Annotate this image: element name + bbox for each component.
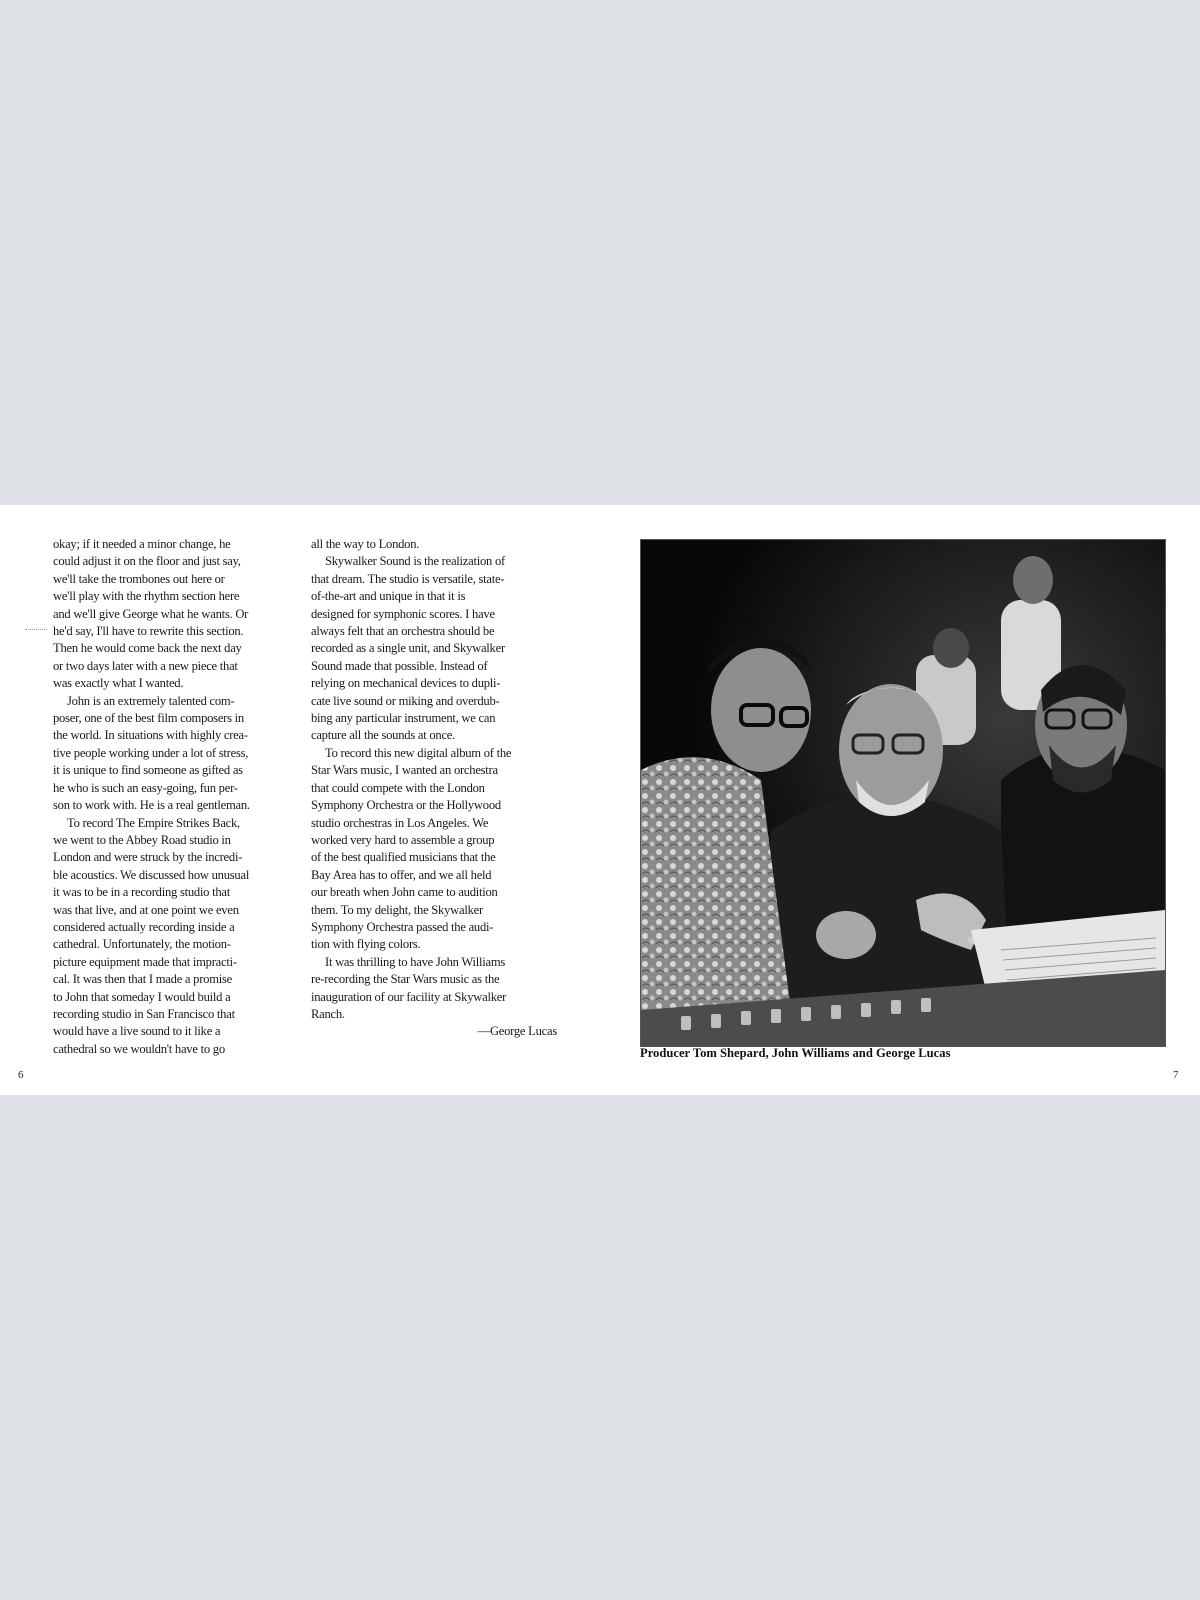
text-line: studio orchestras in Los Angeles. We: [311, 815, 489, 830]
left-page: [0, 505, 600, 1095]
text-line: designed for symphonic scores. I have: [311, 606, 495, 621]
text-line: cathedral. Unfortunately, the motion-: [53, 937, 231, 952]
text-line: recorded as a single unit, and Skywalker: [311, 641, 505, 656]
text-line: Sound made that possible. Instead of: [311, 658, 488, 673]
text-line: cate live sound or miking and overdub-: [311, 693, 500, 708]
text-line: inauguration of our facility at Skywalker: [311, 989, 507, 1004]
text-line: was exactly what I wanted.: [53, 676, 184, 691]
right-page: [600, 505, 1200, 1095]
text-line: Ranch.: [311, 1006, 345, 1021]
text-line: was that live, and at one point we even: [53, 902, 239, 917]
text-column-1: [53, 536, 299, 1058]
text-line: Bay Area has to offer, and we all held: [311, 867, 492, 882]
text-line: It was thrilling to have John Williams: [325, 954, 506, 969]
text-line: he who is such an easy-going, fun per-: [53, 780, 238, 795]
studio-photo: [640, 539, 1166, 1047]
text-line: relying on mechanical devices to dupli-: [311, 676, 501, 691]
text-column-2: [311, 536, 559, 1041]
text-line: bing any particular instrument, we can: [311, 711, 496, 726]
text-line: that dream. The studio is versatile, state-: [311, 571, 505, 586]
text-line: we'll play with the rhythm section here: [53, 589, 240, 604]
text-line: to John that someday I would build a: [53, 989, 231, 1004]
text-line: tion with flying colors.: [311, 937, 421, 952]
text-line: worked very hard to assemble a group: [311, 832, 495, 847]
text-line: ble acoustics. We discussed how unusual: [53, 867, 250, 882]
text-line: and we'll give George what he wants. Or: [53, 606, 249, 621]
text-line: John is an extremely talented com-: [67, 693, 235, 708]
page-number-right: 7: [1173, 1069, 1179, 1081]
text-line: Symphony Orchestra or the Hollywood: [311, 798, 501, 813]
text-line: poser, one of the best film composers in: [53, 711, 244, 726]
text-line: of the best qualified musicians that the: [311, 850, 496, 865]
text-line: it was to be in a recording studio that: [53, 885, 231, 900]
page-number-left: 6: [18, 1069, 24, 1081]
text-line: them. To my delight, the Skywalker: [311, 902, 483, 917]
photo-illustration: [641, 540, 1165, 1046]
text-line: could adjust it on the floor and just say,: [53, 554, 241, 569]
text-line: Then he would come back the next day: [53, 641, 242, 656]
text-line: re-recording the Star Wars music as the: [311, 972, 500, 987]
text-line: tive people working under a lot of stress,: [53, 745, 249, 760]
text-line: picture equipment made that impracti-: [53, 954, 237, 969]
text-line: or two days later with a new piece that: [53, 658, 238, 673]
booklet-spread: [0, 505, 1200, 1095]
text-line: would have a live sound to it like a: [53, 1024, 221, 1039]
text-line: capture all the sounds at once.: [311, 728, 456, 743]
text-line: our breath when John came to audition: [311, 885, 498, 900]
text-line: always felt that an orchestra should be: [311, 624, 495, 639]
text-line: he'd say, I'll have to rewrite this section.: [53, 624, 244, 639]
text-line: Skywalker Sound is the realization of: [325, 554, 505, 569]
text-line: the world. In situations with highly crea-: [53, 728, 248, 743]
margin-mark: [25, 629, 47, 632]
photo-caption: Producer Tom Shepard, John Williams and George Lucas: [640, 1046, 951, 1060]
text-line: recording studio in San Francisco that: [53, 1006, 235, 1021]
text-line: Star Wars music, I wanted an orchestra: [311, 763, 498, 778]
author-signature: —George Lucas: [477, 1024, 557, 1039]
text-line: okay; if it needed a minor change, he: [53, 537, 231, 551]
text-line: To record this new digital album of the: [325, 745, 512, 760]
text-line: we went to the Abbey Road studio in: [53, 832, 231, 847]
text-line: that could compete with the London: [311, 780, 485, 795]
text-line: Symphony Orchestra passed the audi-: [311, 919, 494, 934]
text-line: son to work with. He is a real gentleman.: [53, 798, 250, 813]
text-line: cathedral so we wouldn't have to go: [53, 1041, 225, 1056]
text-line: To record The Empire Strikes Back,: [67, 815, 240, 830]
text-line: cal. It was then that I made a promise: [53, 972, 232, 987]
text-line: of-the-art and unique in that it is: [311, 589, 466, 604]
text-line: we'll take the trombones out here or: [53, 571, 225, 586]
text-line: considered actually recording inside a: [53, 919, 235, 934]
text-line: it is unique to find someone as gifted as: [53, 763, 243, 778]
text-line: all the way to London.: [311, 537, 420, 551]
text-line: London and were struck by the incredi-: [53, 850, 243, 865]
